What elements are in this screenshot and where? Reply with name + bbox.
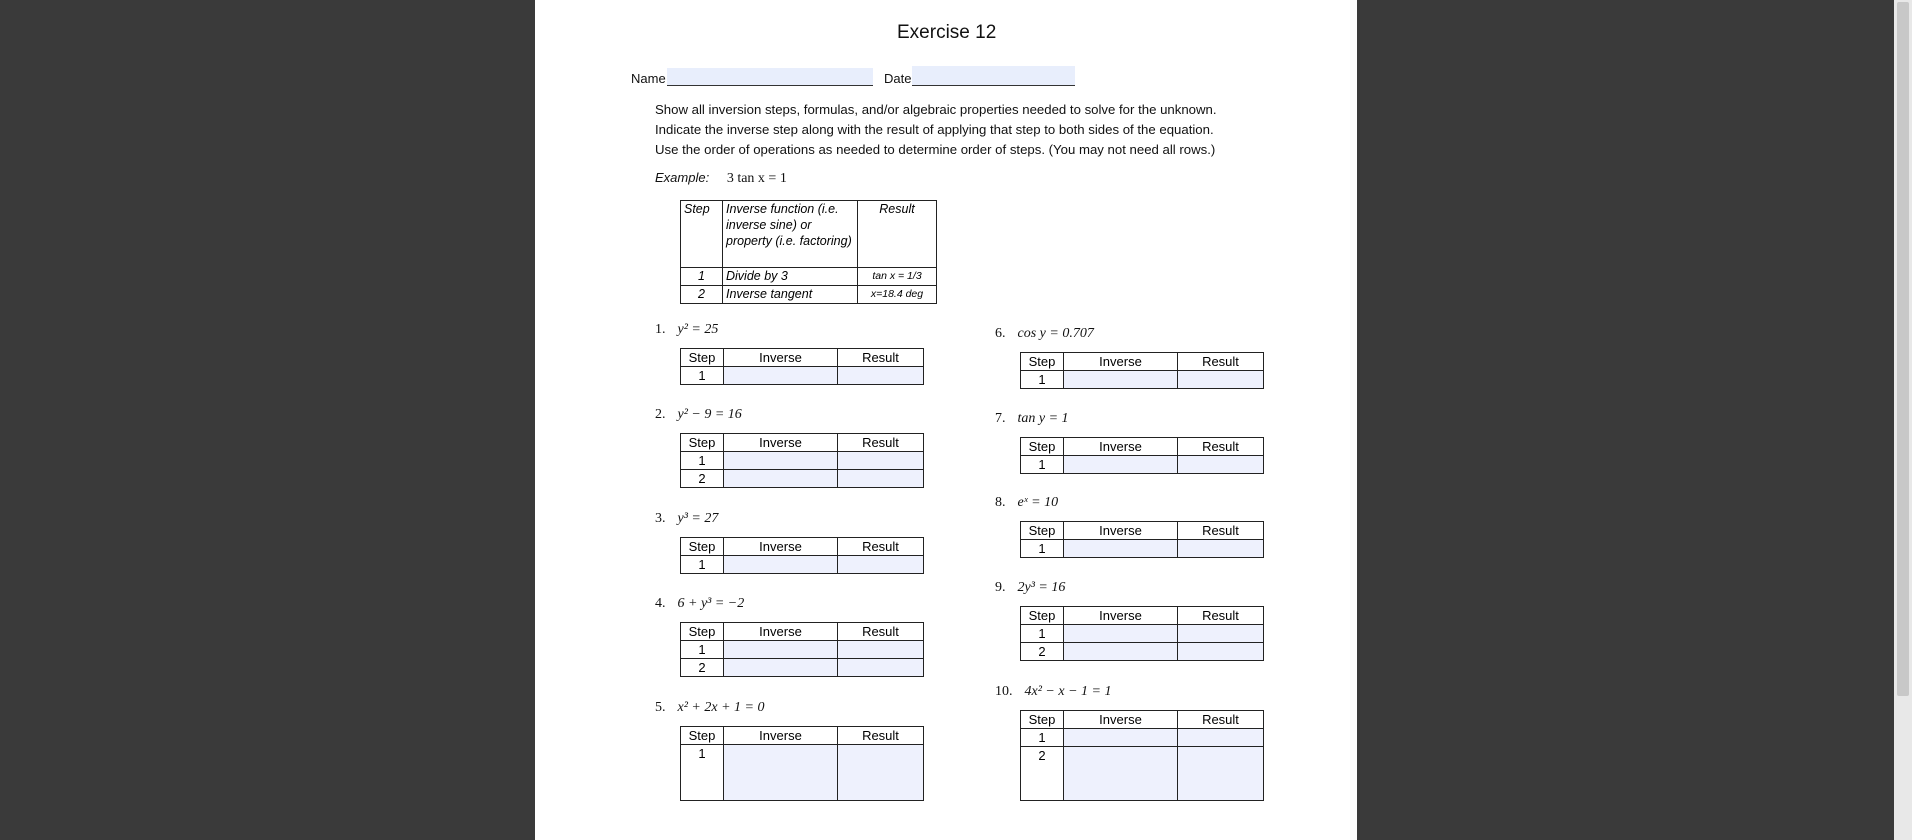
inverse-input[interactable] xyxy=(1064,747,1178,801)
step-header: Step xyxy=(1021,438,1064,456)
step-header: Step xyxy=(1021,522,1064,540)
problem-10 xyxy=(995,684,1111,700)
result-input[interactable] xyxy=(1178,540,1264,558)
result-input[interactable] xyxy=(1178,643,1264,661)
example-step: 2 xyxy=(681,286,723,304)
problem-6 xyxy=(995,326,1094,342)
problem-number: 9. xyxy=(995,580,1006,595)
answer-row xyxy=(681,659,924,677)
problem-equation: y² = 25 xyxy=(677,322,719,337)
result-input[interactable] xyxy=(838,641,924,659)
result-header: Result xyxy=(1178,607,1264,625)
result-header: Result xyxy=(1178,522,1264,540)
answer-row xyxy=(1021,540,1264,558)
step-header: Step xyxy=(681,623,724,641)
example-label: Example: xyxy=(655,170,710,185)
inverse-input[interactable] xyxy=(724,367,838,385)
step-header: Step xyxy=(681,434,724,452)
inverse-input[interactable] xyxy=(1064,625,1178,643)
problem-1 xyxy=(655,322,718,338)
problem-3 xyxy=(655,511,718,527)
result-header: Result xyxy=(838,434,924,452)
problem-number: 5. xyxy=(655,700,666,715)
step-number: 1 xyxy=(1021,540,1064,558)
instruction-line: Use the order of operations as needed to determine order of steps. (You may not need all rows.) xyxy=(655,142,1216,157)
step-number: 1 xyxy=(1021,371,1064,389)
inverse-header: Inverse xyxy=(1064,607,1178,625)
name-field[interactable] xyxy=(667,68,873,86)
answer-row xyxy=(681,452,924,470)
example-inverse: Inverse tangent xyxy=(723,286,858,304)
answer-table xyxy=(1020,606,1264,661)
result-header: Result xyxy=(838,538,924,556)
inverse-input[interactable] xyxy=(1064,729,1178,747)
result-input[interactable] xyxy=(1178,625,1264,643)
problem-equation: y² − 9 = 16 xyxy=(677,407,742,422)
step-header: Step xyxy=(681,538,724,556)
scrollbar[interactable] xyxy=(1894,0,1912,840)
instruction-line: Show all inversion steps, formulas, and/or algebraic properties needed to solve for the unknown. xyxy=(655,102,1217,117)
step-number: 1 xyxy=(681,745,724,801)
problem-number: 2. xyxy=(655,407,666,422)
result-header: Result xyxy=(1178,711,1264,729)
instructions xyxy=(655,100,1217,160)
answer-table xyxy=(1020,710,1264,801)
problem-number: 7. xyxy=(995,411,1006,426)
result-header: Result xyxy=(838,623,924,641)
inverse-header: Inverse xyxy=(724,434,838,452)
answer-row xyxy=(681,556,924,574)
answer-row xyxy=(681,367,924,385)
result-input[interactable] xyxy=(1178,747,1264,801)
inverse-input[interactable] xyxy=(1064,456,1178,474)
problem-equation: 4x² − x − 1 = 1 xyxy=(1024,684,1112,699)
answer-row xyxy=(1021,625,1264,643)
instruction-line: Indicate the inverse step along with the result of applying that step to both sides of the equation. xyxy=(655,122,1214,137)
step-header: Step xyxy=(1021,353,1064,371)
step-number: 1 xyxy=(1021,729,1064,747)
page-title: Exercise 12 xyxy=(897,22,997,43)
inverse-header: Inverse xyxy=(724,727,838,745)
step-number: 1 xyxy=(681,367,724,385)
step-header: Step xyxy=(681,727,724,745)
result-header: Result xyxy=(1178,438,1264,456)
name-label: Name xyxy=(631,71,666,86)
problem-5 xyxy=(655,700,764,716)
answer-row xyxy=(681,745,924,801)
problem-equation: y³ = 27 xyxy=(677,511,719,526)
example-inverse: Divide by 3 xyxy=(723,268,858,286)
problem-number: 6. xyxy=(995,326,1006,341)
inverse-header: Inverse xyxy=(724,623,838,641)
answer-table xyxy=(1020,437,1264,474)
inverse-input[interactable] xyxy=(1064,540,1178,558)
inverse-input[interactable] xyxy=(724,659,838,677)
result-input[interactable] xyxy=(838,745,924,801)
step-number: 1 xyxy=(681,556,724,574)
example-result: tan x = 1/3 xyxy=(858,268,937,286)
result-input[interactable] xyxy=(838,659,924,677)
inverse-input[interactable] xyxy=(724,452,838,470)
problem-8 xyxy=(995,495,1058,511)
result-header: Result xyxy=(838,727,924,745)
step-number: 1 xyxy=(681,452,724,470)
problem-number: 10. xyxy=(995,684,1013,699)
result-input[interactable] xyxy=(1178,456,1264,474)
answer-table xyxy=(680,433,924,488)
result-input[interactable] xyxy=(1178,371,1264,389)
answer-row xyxy=(681,641,924,659)
answer-table xyxy=(1020,352,1264,389)
inverse-header: Inverse xyxy=(1064,711,1178,729)
problem-4 xyxy=(655,596,744,612)
example-table xyxy=(680,200,937,304)
problem-equation: eˣ = 10 xyxy=(1017,495,1059,510)
answer-table xyxy=(680,622,924,677)
example-result: x=18.4 deg xyxy=(858,286,937,304)
inverse-header: Inverse xyxy=(724,538,838,556)
example-equation: 3 tan x = 1 xyxy=(726,171,787,186)
inverse-input[interactable] xyxy=(724,641,838,659)
answer-table xyxy=(680,348,924,385)
inverse-input[interactable] xyxy=(1064,371,1178,389)
problem-equation: cos y = 0.707 xyxy=(1017,326,1094,341)
answer-row xyxy=(1021,747,1264,801)
problem-equation: 6 + y³ = −2 xyxy=(677,596,745,611)
problem-number: 3. xyxy=(655,511,666,526)
inverse-input[interactable] xyxy=(724,745,838,801)
step-number: 2 xyxy=(681,470,724,488)
example-header-inverse: Inverse function (i.e. inverse sine) or property (i.e. factoring) xyxy=(723,201,858,268)
answer-table xyxy=(680,726,924,801)
inverse-header: Inverse xyxy=(1064,353,1178,371)
answer-table xyxy=(680,537,924,574)
step-number: 1 xyxy=(1021,625,1064,643)
problem-equation: tan y = 1 xyxy=(1017,411,1069,426)
step-number: 1 xyxy=(681,641,724,659)
inverse-input[interactable] xyxy=(1064,643,1178,661)
problem-equation: x² + 2x + 1 = 0 xyxy=(677,700,765,715)
inverse-header: Inverse xyxy=(1064,438,1178,456)
problem-9 xyxy=(995,580,1065,596)
step-number: 2 xyxy=(1021,643,1064,661)
step-number: 2 xyxy=(1021,747,1064,801)
problem-number: 1. xyxy=(655,322,666,337)
date-label: Date xyxy=(884,71,912,86)
step-number: 1 xyxy=(1021,456,1064,474)
inverse-header: Inverse xyxy=(1064,522,1178,540)
answer-row xyxy=(1021,643,1264,661)
result-input[interactable] xyxy=(838,452,924,470)
answer-row xyxy=(681,470,924,488)
problem-equation: 2y³ = 16 xyxy=(1017,580,1066,595)
step-header: Step xyxy=(1021,711,1064,729)
result-input[interactable] xyxy=(838,470,924,488)
example-step: 1 xyxy=(681,268,723,286)
step-header: Step xyxy=(1021,607,1064,625)
problem-number: 4. xyxy=(655,596,666,611)
inverse-input[interactable] xyxy=(724,556,838,574)
problem-7 xyxy=(995,411,1069,427)
date-field[interactable] xyxy=(912,66,1075,86)
answer-row xyxy=(1021,729,1264,747)
example-header-result: Result xyxy=(858,201,937,268)
inverse-input[interactable] xyxy=(724,470,838,488)
inverse-header: Inverse xyxy=(724,349,838,367)
result-header: Result xyxy=(1178,353,1264,371)
step-number: 2 xyxy=(681,659,724,677)
example-header-step: Step xyxy=(681,201,723,268)
result-input[interactable] xyxy=(838,556,924,574)
result-input[interactable] xyxy=(838,367,924,385)
problem-2 xyxy=(655,407,742,423)
answer-row xyxy=(1021,371,1264,389)
result-header: Result xyxy=(838,349,924,367)
result-input[interactable] xyxy=(1178,729,1264,747)
problem-number: 8. xyxy=(995,495,1006,510)
step-header: Step xyxy=(681,349,724,367)
answer-table xyxy=(1020,521,1264,558)
example-heading xyxy=(655,170,787,187)
scrollbar-thumb[interactable] xyxy=(1897,2,1909,696)
answer-row xyxy=(1021,456,1264,474)
